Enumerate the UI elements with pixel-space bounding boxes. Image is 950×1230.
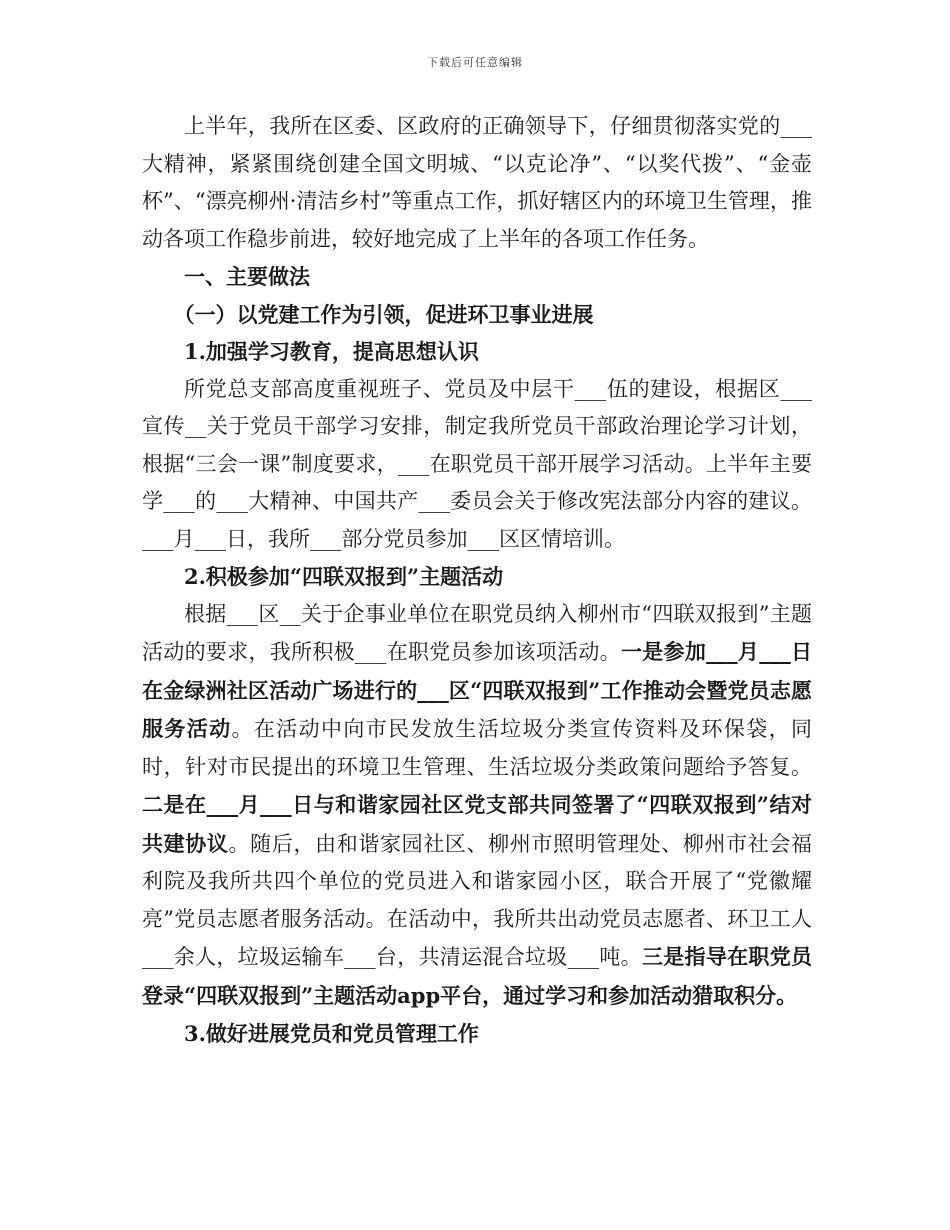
section-heading (142, 333, 812, 371)
bold-text-segment: （一）以党建工作为引领，促进环卫事业进展 (173, 301, 594, 327)
section-heading (142, 1015, 812, 1053)
text-segment: 所党总支部高度重视班子、党员及中层干___伍的建设，根据区___宣传__关于党员干部学习安排，制定我所党员干部政治理论学习计划，根据“三会一课”制度要求，___在职党员干部开展学习活动。上半年主要学___的___大精神、中国共产___委员会关于修改宪法部分内容的建议。___月___日，我所___部分党员参加___区区情培训。 (142, 376, 812, 551)
text-segment: 。在活动中向市民发放生活垃圾分类宣传资料及环保袋，同时，针对市民提出的环境卫生管理、生活垃圾分类政策问题给予答复。 (142, 717, 813, 779)
bold-text-segment: 1.加强学习教育，提高思想认识 (184, 339, 479, 364)
body-paragraph (142, 596, 812, 1016)
section-heading (142, 296, 812, 334)
bold-text-segment: 一、主要做法 (184, 264, 310, 289)
text-segment: 根据___区__关于企事业单位在职党员纳入柳州市“四联双报到”主题活动的要求，我所积极___在职党员参加该项活动。 (142, 601, 812, 664)
bold-text-segment: 2.积极参加“四联双报到”主题活动 (184, 564, 504, 589)
body-paragraph (142, 108, 812, 258)
bold-text-segment: 三是指导在职党员登录“四联双报到”主题活动app平台，通过学习和参加活动猎取积分。 (142, 944, 813, 1008)
section-heading (142, 258, 812, 296)
document-body (142, 108, 812, 1053)
bold-text-segment: 二是在___月___日与和谐家园社区党支部共同签署了“四联双报到”结对共建协议 (142, 792, 812, 856)
header-note: 下载后可任意编辑 (427, 56, 523, 69)
bold-text-segment: 3.做好进展党员和党员管理工作 (184, 1021, 479, 1046)
text-segment: 。随后，由和谐家园社区、柳州市照明管理处、柳州市社会福利院及我所共四个单位的党员进入和谐家园小区，联合开展了“党徽耀亮”党员志愿者服务活动。在活动中，我所共出动党员志愿者、环卫工人___余人，垃圾运输车___台，共清运混合垃圾___吨。 (142, 831, 813, 969)
text-segment: 上半年，我所在区委、区政府的正确领导下，仔细贯彻落实党的___大精神，紧紧围绕创建全国文明城、“以克论净”、“以奖代拨”、“金壶杯”、“漂亮柳州·清洁乡村”等重点工作，抓好辖区内的环境卫生管理，推动各项工作稳步前进，较好地完成了上半年的各项工作任务。 (142, 114, 812, 251)
body-paragraph (142, 371, 812, 559)
bold-text-segment: 一是参加___月___日在金绿洲社区活动广场进行的___区“四联双报到”工作推动会暨党员志愿服务活动 (142, 639, 813, 741)
section-heading (142, 558, 812, 596)
